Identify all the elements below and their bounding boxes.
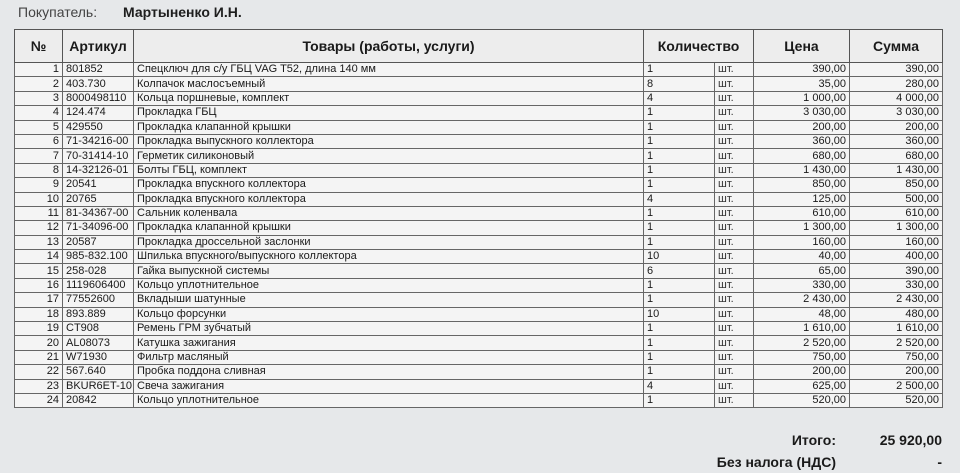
row-article: 567.640: [63, 365, 134, 379]
row-article: 124.474: [63, 106, 134, 120]
row-goods: Катушка зажигания: [134, 336, 644, 350]
row-num: 4: [15, 106, 63, 120]
row-unit: шт.: [715, 264, 754, 278]
row-num: 6: [15, 134, 63, 148]
row-num: 8: [15, 163, 63, 177]
row-goods: Гайка выпускной системы: [134, 264, 644, 278]
row-price: 48,00: [754, 307, 850, 321]
row-num: 17: [15, 293, 63, 307]
row-sum: 390,00: [850, 63, 943, 77]
row-price: 40,00: [754, 250, 850, 264]
row-price: 125,00: [754, 192, 850, 206]
row-article: 71-34096-00: [63, 221, 134, 235]
table-row: [15, 149, 943, 163]
row-price: 850,00: [754, 178, 850, 192]
row-sum: 360,00: [850, 134, 943, 148]
row-goods: Кольцо уплотнительное: [134, 278, 644, 292]
row-price: 2 520,00: [754, 336, 850, 350]
row-article: BKUR6ET-10: [63, 379, 134, 393]
row-goods: Кольцо форсунки: [134, 307, 644, 321]
row-goods: Прокладка клапанной крышки: [134, 221, 644, 235]
row-price: 2 430,00: [754, 293, 850, 307]
col-header-qty: Количество: [644, 30, 754, 63]
row-unit: шт.: [715, 134, 754, 148]
row-qty: 1: [644, 178, 715, 192]
row-article: 70-31414-10: [63, 149, 134, 163]
row-price: 35,00: [754, 77, 850, 91]
row-unit: шт.: [715, 393, 754, 407]
table-row: [15, 264, 943, 278]
row-num: 23: [15, 379, 63, 393]
table-row: [15, 91, 943, 105]
table-row: [15, 77, 943, 91]
row-qty: 1: [644, 206, 715, 220]
tax-label: Без налога (НДС): [716, 454, 836, 470]
row-article: 893.889: [63, 307, 134, 321]
row-qty: 4: [644, 192, 715, 206]
col-header-goods: Товары (работы, услуги): [134, 30, 644, 63]
row-goods: Ремень ГРМ зубчатый: [134, 322, 644, 336]
row-num: 15: [15, 264, 63, 278]
row-unit: шт.: [715, 91, 754, 105]
row-num: 24: [15, 393, 63, 407]
row-unit: шт.: [715, 206, 754, 220]
row-unit: шт.: [715, 77, 754, 91]
buyer-label: Покупатель:: [18, 4, 98, 20]
row-qty: 1: [644, 365, 715, 379]
row-qty: 1: [644, 149, 715, 163]
row-goods: Фильтр масляный: [134, 350, 644, 364]
row-price: 520,00: [754, 393, 850, 407]
row-article: 985-832.100: [63, 250, 134, 264]
table-row: [15, 250, 943, 264]
row-unit: шт.: [715, 178, 754, 192]
row-unit: шт.: [715, 293, 754, 307]
row-price: 680,00: [754, 149, 850, 163]
row-qty: 6: [644, 264, 715, 278]
row-article: 71-34216-00: [63, 134, 134, 148]
row-sum: 680,00: [850, 149, 943, 163]
row-article: CT908: [63, 322, 134, 336]
row-sum: 390,00: [850, 264, 943, 278]
row-num: 9: [15, 178, 63, 192]
row-price: 1 000,00: [754, 91, 850, 105]
row-article: 20765: [63, 192, 134, 206]
row-num: 21: [15, 350, 63, 364]
row-sum: 2 520,00: [850, 336, 943, 350]
total-value: 25 920,00: [879, 432, 942, 448]
row-goods: Прокладка клапанной крышки: [134, 120, 644, 134]
row-num: 2: [15, 77, 63, 91]
invoice-table: [14, 29, 943, 408]
row-unit: шт.: [715, 307, 754, 321]
row-num: 16: [15, 278, 63, 292]
row-num: 1: [15, 63, 63, 77]
row-sum: 3 030,00: [850, 106, 943, 120]
row-article: 14-32126-01: [63, 163, 134, 177]
row-price: 1 610,00: [754, 322, 850, 336]
table-row: [15, 163, 943, 177]
row-goods: Прокладка выпускного коллектора: [134, 134, 644, 148]
row-sum: 330,00: [850, 278, 943, 292]
row-sum: 500,00: [850, 192, 943, 206]
row-price: 360,00: [754, 134, 850, 148]
row-sum: 480,00: [850, 307, 943, 321]
row-qty: 10: [644, 250, 715, 264]
row-article: 8000498110: [63, 91, 134, 105]
row-article: 81-34367-00: [63, 206, 134, 220]
table-row: [15, 63, 943, 77]
row-price: 1 300,00: [754, 221, 850, 235]
row-sum: 520,00: [850, 393, 943, 407]
table-row: [15, 134, 943, 148]
row-article: 20587: [63, 235, 134, 249]
row-qty: 1: [644, 134, 715, 148]
row-sum: 2 430,00: [850, 293, 943, 307]
row-price: 3 030,00: [754, 106, 850, 120]
row-num: 5: [15, 120, 63, 134]
row-unit: шт.: [715, 350, 754, 364]
row-unit: шт.: [715, 235, 754, 249]
row-unit: шт.: [715, 63, 754, 77]
row-goods: Пробка поддона сливная: [134, 365, 644, 379]
row-price: 160,00: [754, 235, 850, 249]
row-unit: шт.: [715, 192, 754, 206]
table-row: [15, 221, 943, 235]
row-qty: 1: [644, 350, 715, 364]
row-goods: Прокладка дроссельной заслонки: [134, 235, 644, 249]
row-price: 200,00: [754, 365, 850, 379]
row-unit: шт.: [715, 322, 754, 336]
col-header-sum: Сумма: [850, 30, 943, 63]
row-article: 801852: [63, 63, 134, 77]
row-qty: 4: [644, 379, 715, 393]
table-row: [15, 120, 943, 134]
col-header-article: Артикул: [63, 30, 134, 63]
row-sum: 4 000,00: [850, 91, 943, 105]
row-unit: шт.: [715, 379, 754, 393]
row-article: W71930: [63, 350, 134, 364]
row-unit: шт.: [715, 336, 754, 350]
row-qty: 1: [644, 322, 715, 336]
row-sum: 200,00: [850, 365, 943, 379]
table-row: [15, 192, 943, 206]
row-num: 13: [15, 235, 63, 249]
row-sum: 750,00: [850, 350, 943, 364]
row-goods: Герметик силиконовый: [134, 149, 644, 163]
row-qty: 1: [644, 293, 715, 307]
row-price: 625,00: [754, 379, 850, 393]
buyer-line: [18, 4, 242, 20]
row-sum: 1 610,00: [850, 322, 943, 336]
row-unit: шт.: [715, 106, 754, 120]
row-price: 1 430,00: [754, 163, 850, 177]
row-unit: шт.: [715, 149, 754, 163]
table-row: [15, 235, 943, 249]
row-goods: Кольца поршневые, комплект: [134, 91, 644, 105]
col-header-price: Цена: [754, 30, 850, 63]
row-unit: шт.: [715, 163, 754, 177]
row-goods: Кольцо уплотнительное: [134, 393, 644, 407]
table-row: [15, 365, 943, 379]
buyer-name: Мартыненко И.Н.: [123, 4, 242, 20]
row-goods: Прокладка впускного коллектора: [134, 178, 644, 192]
table-row: [15, 307, 943, 321]
row-num: 10: [15, 192, 63, 206]
row-unit: шт.: [715, 250, 754, 264]
row-article: AL08073: [63, 336, 134, 350]
table-row: [15, 106, 943, 120]
row-sum: 200,00: [850, 120, 943, 134]
row-price: 200,00: [754, 120, 850, 134]
row-goods: Спецключ для с/у ГБЦ VAG T52, длина 140 мм: [134, 63, 644, 77]
table-row: [15, 393, 943, 407]
row-goods: Свеча зажигания: [134, 379, 644, 393]
row-qty: 8: [644, 77, 715, 91]
row-qty: 1: [644, 106, 715, 120]
row-sum: 1 430,00: [850, 163, 943, 177]
row-num: 14: [15, 250, 63, 264]
row-price: 330,00: [754, 278, 850, 292]
row-price: 65,00: [754, 264, 850, 278]
row-article: 429550: [63, 120, 134, 134]
row-qty: 1: [644, 336, 715, 350]
row-sum: 400,00: [850, 250, 943, 264]
row-sum: 2 500,00: [850, 379, 943, 393]
row-num: 12: [15, 221, 63, 235]
row-num: 20: [15, 336, 63, 350]
row-qty: 4: [644, 91, 715, 105]
row-price: 390,00: [754, 63, 850, 77]
row-article: 258-028: [63, 264, 134, 278]
row-num: 18: [15, 307, 63, 321]
table-row: [15, 322, 943, 336]
row-price: 610,00: [754, 206, 850, 220]
table-row: [15, 206, 943, 220]
row-qty: 1: [644, 278, 715, 292]
row-unit: шт.: [715, 120, 754, 134]
row-goods: Колпачок маслосъемный: [134, 77, 644, 91]
row-article: 20541: [63, 178, 134, 192]
row-article: 1119606400: [63, 278, 134, 292]
row-qty: 1: [644, 221, 715, 235]
row-goods: Прокладка впускного коллектора: [134, 192, 644, 206]
row-qty: 1: [644, 235, 715, 249]
table-header-row: [15, 30, 943, 63]
row-goods: Болты ГБЦ, комплект: [134, 163, 644, 177]
table-row: [15, 278, 943, 292]
row-qty: 1: [644, 393, 715, 407]
row-qty: 1: [644, 163, 715, 177]
row-num: 19: [15, 322, 63, 336]
row-goods: Сальник коленвала: [134, 206, 644, 220]
table-row: [15, 336, 943, 350]
row-article: 403.730: [63, 77, 134, 91]
row-sum: 280,00: [850, 77, 943, 91]
row-num: 11: [15, 206, 63, 220]
row-goods: Прокладка ГБЦ: [134, 106, 644, 120]
table-row: [15, 350, 943, 364]
row-unit: шт.: [715, 278, 754, 292]
row-qty: 1: [644, 63, 715, 77]
row-unit: шт.: [715, 365, 754, 379]
table-row: [15, 293, 943, 307]
total-label: Итого:: [791, 432, 836, 448]
row-sum: 160,00: [850, 235, 943, 249]
row-article: 77552600: [63, 293, 134, 307]
row-qty: 10: [644, 307, 715, 321]
row-num: 7: [15, 149, 63, 163]
row-qty: 1: [644, 120, 715, 134]
row-goods: Шпилька впускного/выпускного коллектора: [134, 250, 644, 264]
row-sum: 1 300,00: [850, 221, 943, 235]
col-header-num: №: [15, 30, 63, 63]
row-sum: 610,00: [850, 206, 943, 220]
row-num: 22: [15, 365, 63, 379]
row-article: 20842: [63, 393, 134, 407]
row-unit: шт.: [715, 221, 754, 235]
row-goods: Вкладыши шатунные: [134, 293, 644, 307]
table-row: [15, 379, 943, 393]
table-row: [15, 178, 943, 192]
row-num: 3: [15, 91, 63, 105]
row-sum: 850,00: [850, 178, 943, 192]
row-price: 750,00: [754, 350, 850, 364]
tax-value: -: [937, 454, 942, 470]
